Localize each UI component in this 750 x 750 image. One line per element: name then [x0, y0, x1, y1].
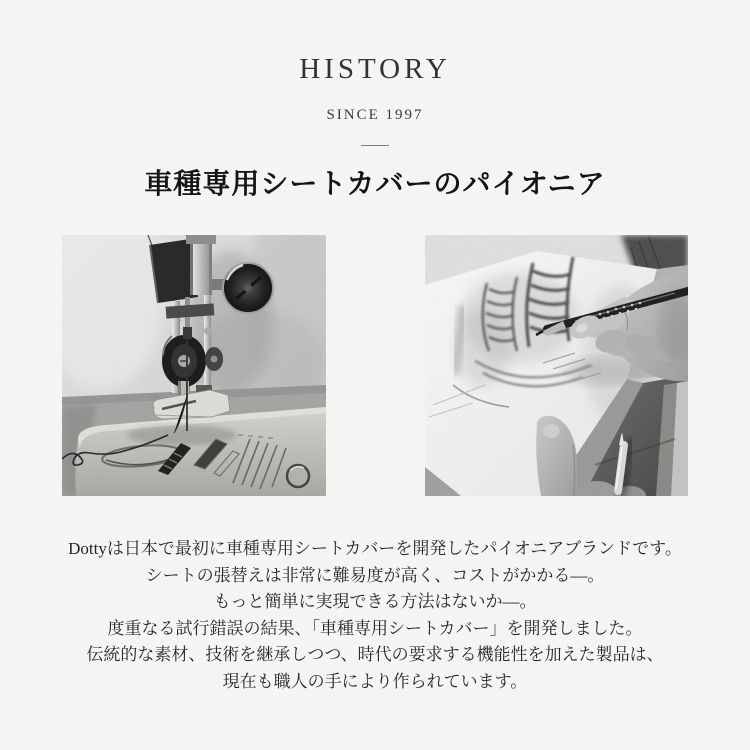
- story-line: 伝統的な素材、技術を継承しつつ、時代の要求する機能性を加えた製品は、: [86, 645, 664, 664]
- divider-line: [361, 145, 389, 146]
- photo-row: [0, 235, 750, 496]
- section-subtitle: SINCE 1997: [326, 107, 424, 123]
- section-heading-jp: 車種専用シートカバーのパイオニア: [144, 169, 606, 200]
- story-line: 度重なる試行錯誤の結果、「車種専用シートカバー」を開発しました。: [107, 618, 643, 638]
- sewing-machine-illustration: [62, 235, 326, 496]
- seat-sketch-illustration: [425, 235, 688, 496]
- story-line: Dottyは日本で最初に車種専用シートカバーを開発したパイオニアブランドです。: [68, 539, 682, 558]
- seat-sketch-photo: [425, 235, 688, 496]
- sewing-machine-photo: [62, 235, 326, 496]
- story-line: 現在も職人の手により作られています。: [222, 671, 528, 691]
- section-title: HISTORY: [299, 53, 451, 85]
- story-line: もっと簡単に実現できる方法はないか―。: [213, 592, 537, 611]
- brand-story-text: [0, 536, 750, 695]
- story-line: シートの張替えは非常に難易度が高く、コストがかかる―。: [145, 565, 605, 585]
